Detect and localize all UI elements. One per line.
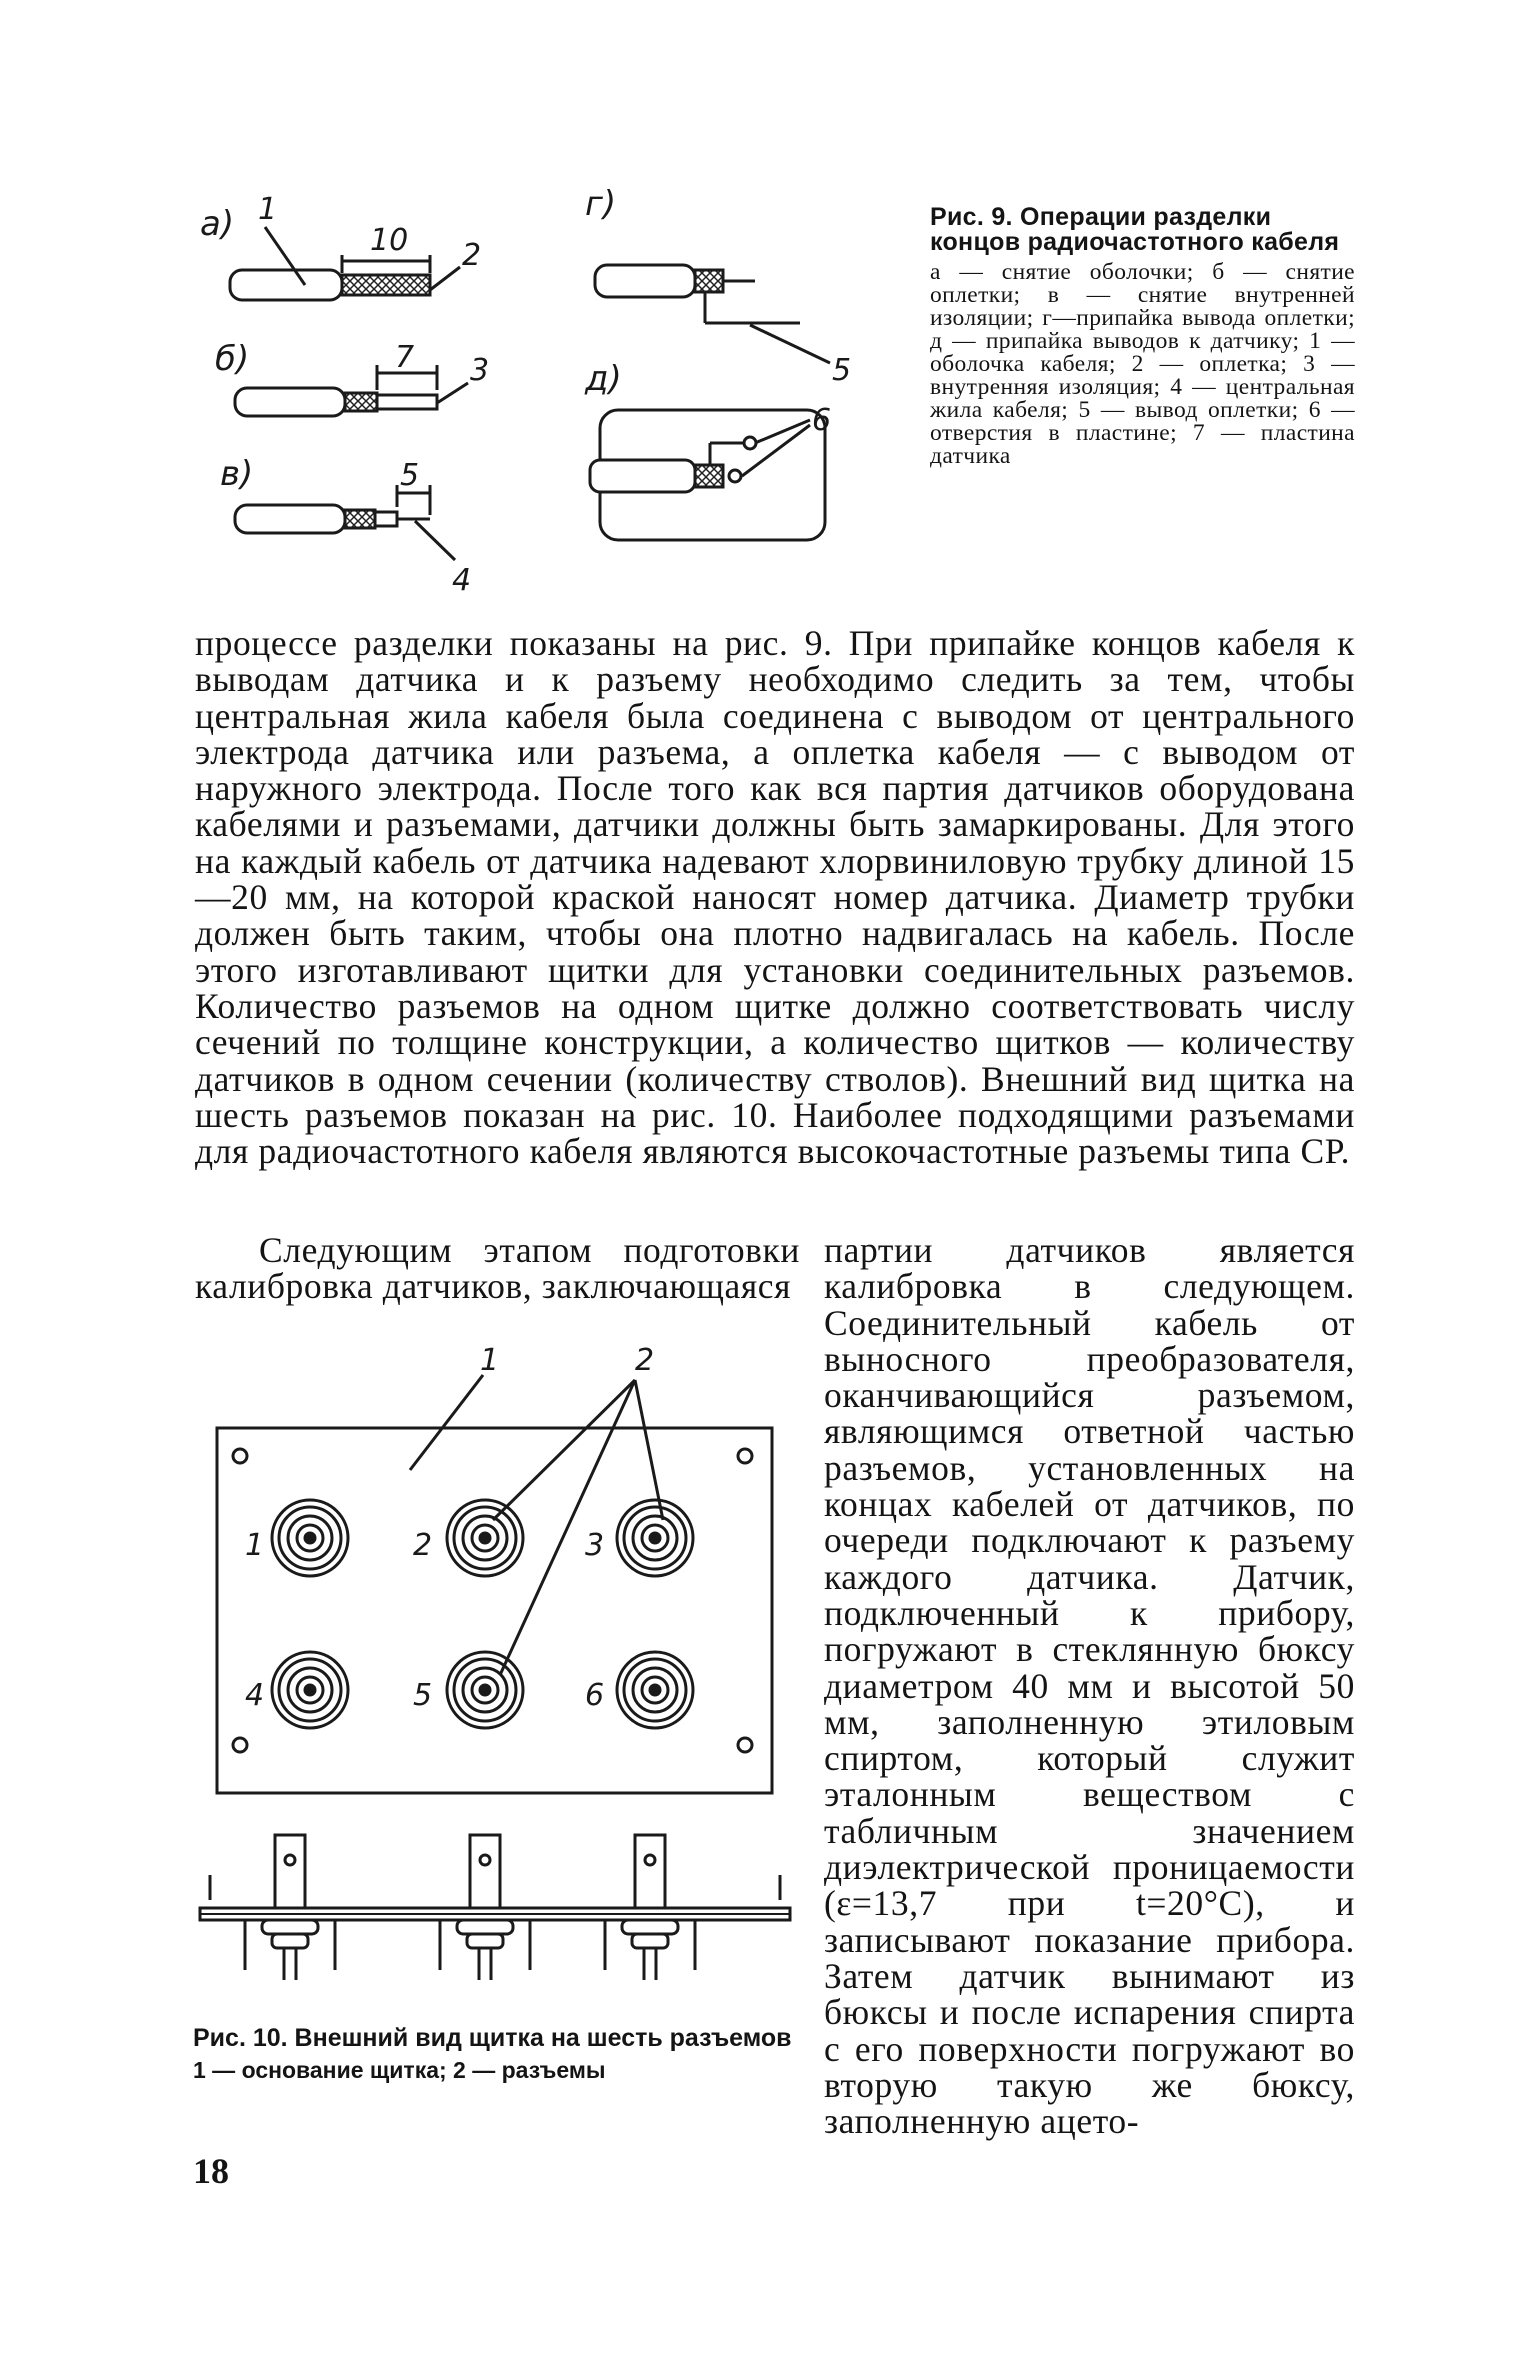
fig9-label-b: б): [215, 339, 250, 379]
fig9-dim-7: 7: [395, 340, 415, 375]
fig10-connector-5: [447, 1652, 523, 1728]
fig9-braid-a: [342, 275, 430, 295]
figure-10-caption-legend: 1 — основание щитка; 2 — разъемы: [193, 2057, 606, 2083]
figure-10-drawing: [195, 1330, 795, 2010]
fig9-label-n1-a: 1: [258, 192, 278, 227]
fig10-connector-2: [447, 1500, 523, 1576]
fig9-label-n5-g: 5: [832, 353, 852, 388]
fig9-label-n2-a: 2: [462, 238, 482, 273]
fig9-label-v: в): [220, 454, 254, 494]
fig10-label-2: 2: [635, 1343, 655, 1378]
fig9-dim-5: 5: [400, 458, 420, 493]
figure-9-caption-legend: а — снятие оболочки; б — снятие оплетки; в — снятие внутренней изоляции; г—припайка вывода оплетки; д — припайка выводов к датчику; 1 — оболочка кабеля; 2 — оплетка; 3 — внутренняя изоляция; 4 — центральная жила кабеля; 5 — вывод оплетки; 6 — отверстия в пластине; 7 — пластина датчика: [930, 259, 1355, 469]
fig10-connector-6: [617, 1652, 693, 1728]
fig10-connector-3: [617, 1500, 693, 1576]
figure-9-drawing: [190, 185, 890, 615]
fig10-connector-4: [272, 1652, 348, 1728]
fig10-connector-num-3: 3: [585, 1528, 605, 1563]
figure-9-caption: [930, 205, 1355, 468]
fig10-connector-num-5: 5: [413, 1678, 433, 1713]
fig10-connector-num-6: 6: [585, 1678, 605, 1713]
fig10-connector-num-4: 4: [245, 1678, 265, 1713]
fig9-label-n6-d: 6: [812, 403, 832, 438]
fig10-panel-base: [217, 1428, 772, 1793]
figure-9-caption-title: Рис. 9. Операции разделки концов радиочастотного кабеля: [930, 203, 1340, 256]
fig9-label-n3-b: 3: [470, 353, 490, 388]
body-paragraph-2-left: Следующим этапом подготовки калибровка датчиков, заключающаяся: [195, 1230, 800, 1307]
fig9-label-n4-v: 4: [452, 563, 472, 598]
fig10-connector-num-1: 1: [245, 1528, 265, 1563]
fig10-connector-num-2: 2: [413, 1528, 433, 1563]
fig9-label-a: а): [200, 204, 235, 244]
figure-10-caption-title: Рис. 10. Внешний вид щитка на шесть разъемов: [193, 2024, 792, 2052]
fig9-dim-10: 10: [370, 223, 409, 258]
body-paragraph-1: процессе разделки показаны на рис. 9. При припайке концов кабеля к выводам датчика и к разъему необходимо следить за тем, чтобы центральная жила кабеля была соединена с выводом от центрального электрода датчика или разъема, а оплетка кабеля — с выводом от наружного электрода. После того как вся партия датчиков оборудована кабелями и разъемами, датчики должны быть замаркированы. Для этого на каждый кабель от датчика надевают хлорвиниловую трубку длиной 15—20 мм, на которой краской наносят номер датчика. Диаметр трубки должен быть таким, чтобы она плотно надвигалась на кабель. После этого изготавливают щитки для установки соединительных разъемов. Количество разъемов на одном щитке должно соответствовать числу сечений по толщине конструкции, а количество щитков — количеству датчиков в одном сечении (количеству стволов). Внешний вид щитка на шесть разъемов показан на рис. 10. Наиболее подходящими разъемами для радиочастотного кабеля являются высокочастотные разъемы типа СР.: [195, 623, 1355, 1172]
fig10-label-1: 1: [480, 1343, 500, 1378]
body-paragraph-2-right: партии датчиков является калибровка в следующем. Соединительный кабель от выносного преобразователя, оканчивающийся разъемом, являющимся ответной частью разъемов, установленных на концах кабелей от датчиков, по очереди подключают к разъему каждого датчика. Датчик, подключенный к прибору, погружают в стеклянную бюксу диаметром 40 мм и высотой 50 мм, заполненную этиловым спиртом, который служит эталонным веществом с табличным значением диэлектрической проницаемости (ε=13,7 при t=20°C), и записывают показание прибора. Затем датчик вынимают из бюксы и после испарения спирта с его поверхности погружают во вторую такую же бюксу, заполненную ацето-: [824, 1230, 1355, 2142]
fig9-label-d: д): [585, 359, 622, 399]
figure-10-caption: [193, 2025, 813, 2085]
fig10-connector-1: [272, 1500, 348, 1576]
page-number: 18: [193, 2151, 229, 2191]
fig9-label-g: г): [585, 185, 617, 224]
